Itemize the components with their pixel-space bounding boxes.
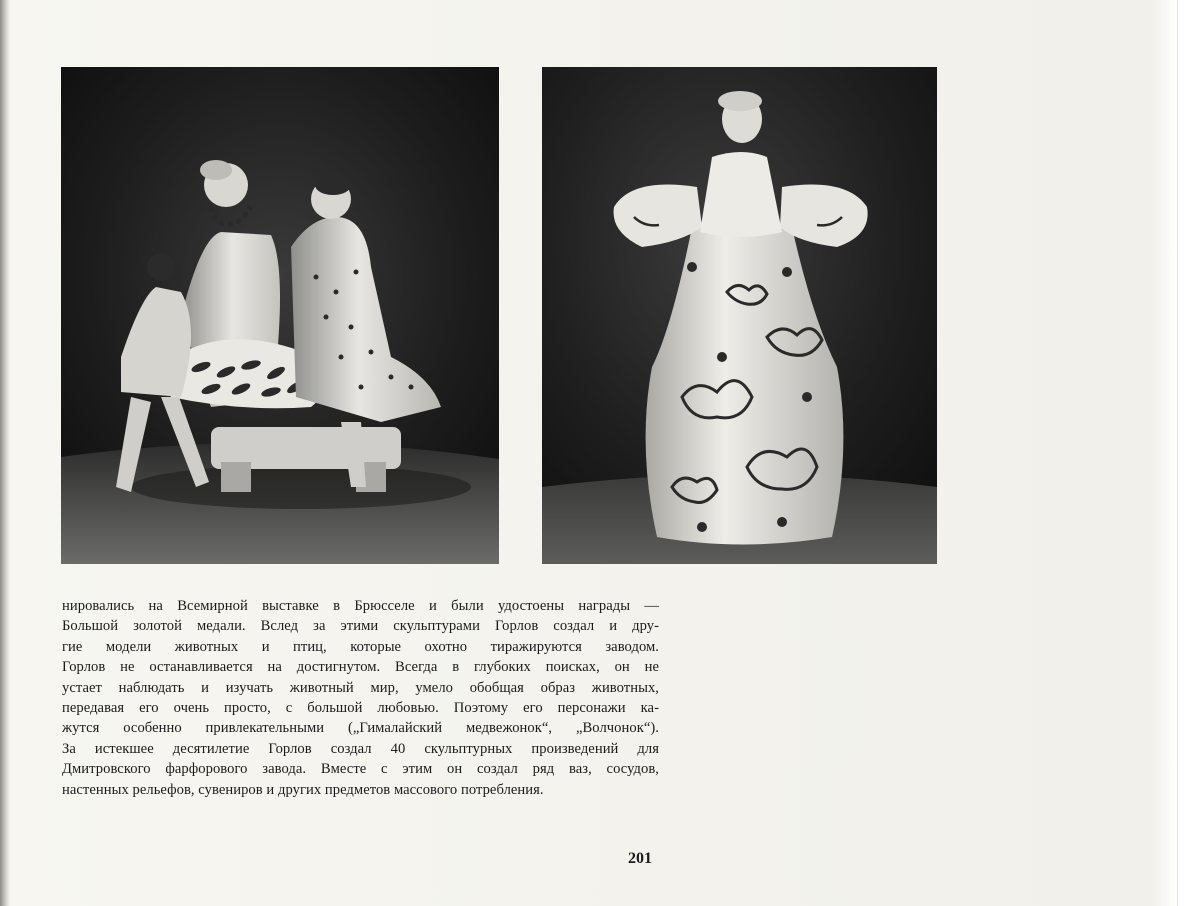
figurine-group-drawing xyxy=(61,67,499,564)
text-line: настенных рельефов, сувениров и других предметов массового потребления. xyxy=(62,781,544,798)
text-line: Дмитровского фарфорового завода. Вместе с этим он создал ряд ваз, сосудов, xyxy=(62,761,659,778)
figurine-bell-drawing xyxy=(542,67,937,564)
text-line: нировались на Всемирной выставке в Брюсселе и были удостоены награды — xyxy=(62,598,659,614)
text-line: устает наблюдать и изучать животный мир, умело обобщая образ животных, xyxy=(62,679,659,696)
text-line: передавая его очень просто, с большой любовью. Поэтому его персонажи ка- xyxy=(62,700,659,717)
body-paragraph xyxy=(62,596,659,800)
page-right-margin xyxy=(1177,0,1200,906)
photo-figurine-group xyxy=(61,67,499,564)
photo-figurine-bell xyxy=(542,67,937,564)
page-number: 201 xyxy=(628,850,652,867)
page-gutter-shadow xyxy=(0,0,10,906)
text-line: Горлов не останавливается на достигнутом. Всегда в глубоких поисках, он не xyxy=(62,659,659,676)
text-line: За истекшее десятилетие Горлов создал 40 скульптурных произведений для xyxy=(62,740,659,757)
text-line: гие модели животных и птиц, которые охотно тиражируются заводом. xyxy=(62,638,659,655)
text-line: Большой золотой медали. Вслед за этими скульптурами Горлов создал и дру- xyxy=(62,618,659,635)
text-line: жутся особенно привлекательными („Гималайский медвежонок“, „Волчонок“). xyxy=(62,720,659,737)
